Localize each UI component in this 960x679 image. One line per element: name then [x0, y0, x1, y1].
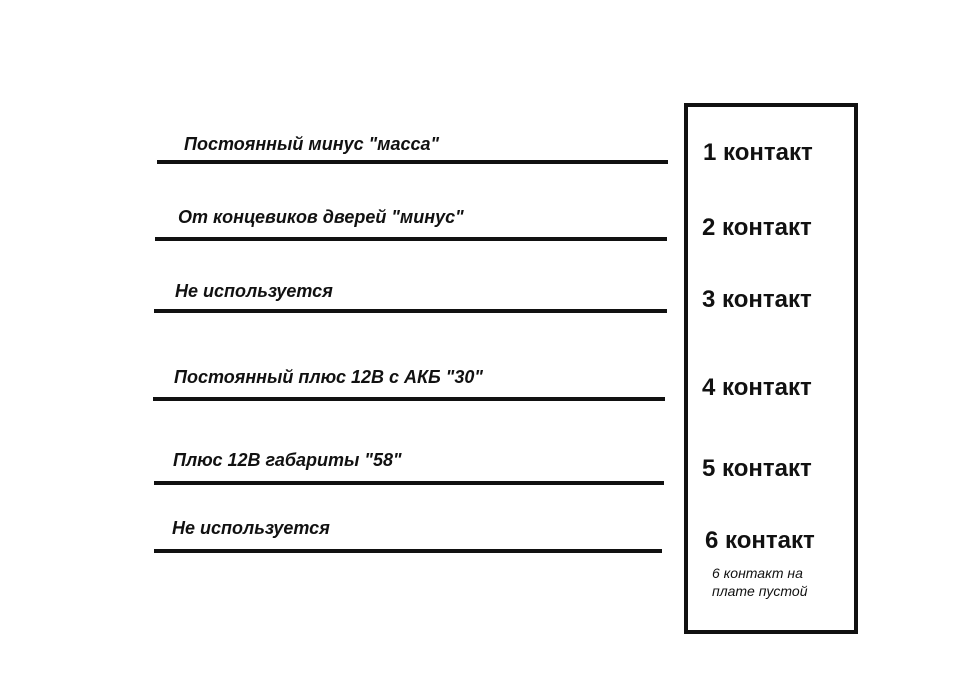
wire-3-line [154, 309, 667, 313]
contact-6-label: 6 контакт [705, 527, 815, 554]
contact-4-label: 4 контакт [702, 374, 812, 401]
contact-1-label: 1 контакт [703, 139, 813, 166]
wire-6-line [154, 549, 662, 553]
contact-5-label: 5 контакт [702, 455, 812, 482]
wire-2-line [155, 237, 667, 241]
wire-2-label: От концевиков дверей "минус" [178, 207, 464, 227]
wire-1-label: Постоянный минус "масса" [184, 134, 440, 154]
wire-3-label: Не используется [175, 281, 333, 301]
wire-4-label: Постоянный плюс 12В с АКБ "30" [174, 367, 483, 387]
wire-1-line [157, 160, 668, 164]
contact-6-note: 6 контакт на плате пустой [712, 565, 808, 599]
contact-2-label: 2 контакт [702, 214, 812, 241]
wire-5-line [154, 481, 664, 485]
contact-3-label: 3 контакт [702, 286, 812, 313]
wire-4-line [153, 397, 665, 401]
wire-5-label: Плюс 12В габариты "58" [173, 450, 402, 470]
wire-6-label: Не используется [172, 518, 330, 538]
